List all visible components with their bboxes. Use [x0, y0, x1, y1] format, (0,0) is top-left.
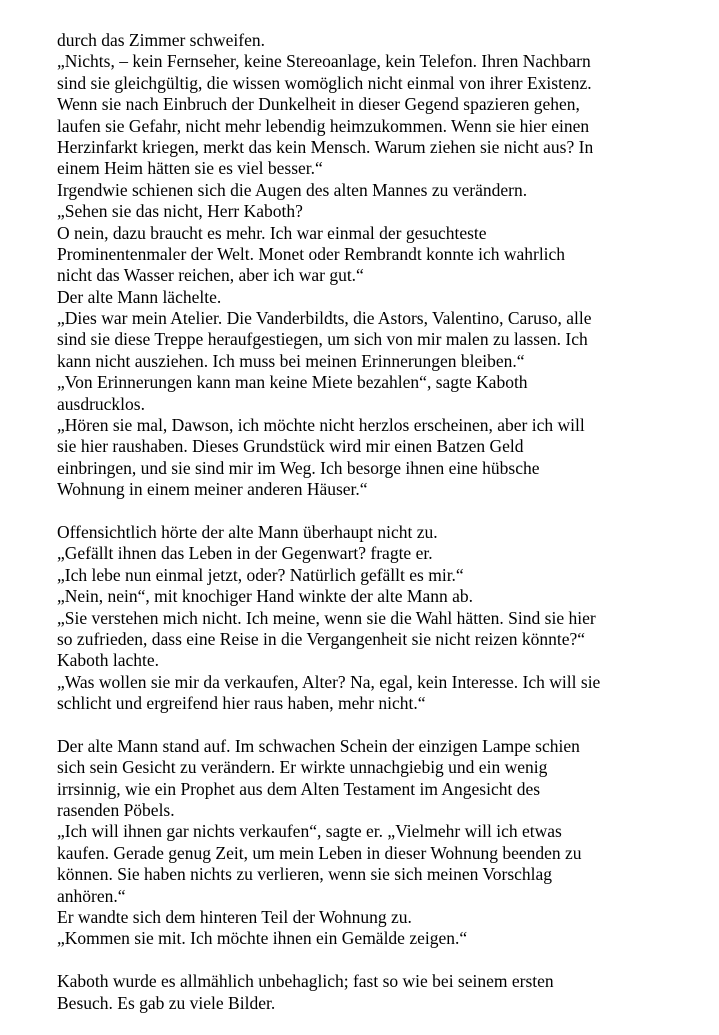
blank-line	[57, 950, 705, 971]
text-line: durch das Zimmer schweifen.	[57, 30, 265, 50]
text-line: rasenden Pöbels.	[57, 800, 175, 821]
text-line: schlicht und ergreifend hier raus haben, mehr nicht.“	[57, 693, 426, 714]
text-line: nicht das Wasser reichen, aber ich war gut.“	[57, 265, 364, 286]
text-line: Prominentenmaler der Welt. Monet oder Rembrandt konnte ich wahrlich	[57, 243, 566, 264]
text-line: sie hier raushaben. Dieses Grundstück wird mir einen Batzen Geld	[57, 436, 524, 457]
text-line: sich sein Gesicht zu verändern. Er wirkte unnachgiebig und ein wenig	[57, 757, 548, 778]
text-line: kann nicht ausziehen. Ich muss bei meinen Erinnerungen bleiben.“	[57, 350, 525, 371]
text-line: „Nein, nein“, mit knochiger Hand winkte der alte Mann ab.	[57, 586, 473, 607]
text-line: sind sie diese Treppe heraufgestiegen, um sich von mir malen zu lassen. Ich	[57, 329, 588, 350]
text-line: einem Heim hätten sie es viel besser.“	[57, 158, 323, 179]
text-line: sind sie gleichgültig, die wissen womöglich nicht einmal von ihrer Existenz.	[57, 72, 592, 93]
text-line: Wenn sie nach Einbruch der Dunkelheit in dieser Gegend spazieren gehen,	[57, 94, 580, 115]
text-line: „Gefällt ihnen das Leben in der Gegenwart? fragte er.	[57, 543, 433, 564]
text-line: einbringen, und sie sind mir im Weg. Ich besorge ihnen eine hübsche	[57, 457, 540, 478]
text-line: „Sehen sie das nicht, Herr Kaboth?	[57, 201, 303, 222]
text-line: „Kommen sie mit. Ich möchte ihnen ein Gemälde zeigen.“	[57, 928, 468, 949]
text-line: „Nichts, – kein Fernseher, keine Stereoanlage, kein Telefon. Ihren Nachbarn	[57, 51, 591, 72]
text-line: Kaboth wurde es allmählich unbehaglich; fast so wie bei seinem ersten	[57, 971, 554, 992]
text-line: Der alte Mann lächelte.	[57, 286, 222, 307]
text-line: „Sie verstehen mich nicht. Ich meine, wenn sie die Wahl hätten. Sind sie hier	[57, 607, 596, 628]
blank-line	[57, 501, 705, 522]
text-line: können. Sie haben nichts zu verlieren, wenn sie sich meinen Vorschlag	[57, 864, 553, 885]
text-line: Irgendwie schienen sich die Augen des alten Mannes zu verändern.	[57, 179, 528, 200]
text-line: Offensichtlich hörte der alte Mann überhaupt nicht zu.	[57, 521, 438, 542]
text-line: „Was wollen sie mir da verkaufen, Alter? Na, egal, kein Interesse. Ich will sie	[57, 671, 601, 692]
text-line: laufen sie Gefahr, nicht mehr lebendig heimzukommen. Wenn sie hier einen	[57, 115, 590, 136]
text-line: Wohnung in einem meiner anderen Häuser.“	[57, 479, 368, 500]
text-line: „Hören sie mal, Dawson, ich möchte nicht herzlos erscheinen, aber ich will	[57, 415, 585, 436]
text-line: kaufen. Gerade genug Zeit, um mein Leben in dieser Wohnung beenden zu	[57, 842, 582, 863]
text-line: „Ich lebe nun einmal jetzt, oder? Natürlich gefällt es mir.“	[57, 564, 464, 585]
text-line: „Von Erinnerungen kann man keine Miete bezahlen“, sagte Kaboth	[57, 372, 528, 393]
page-text	[57, 30, 705, 1014]
text-line: anhören.“	[57, 885, 126, 906]
text-line: so zufrieden, dass eine Reise in die Vergangenheit sie nicht reizen könnte?“	[57, 628, 586, 649]
text-line: Er wandte sich dem hinteren Teil der Wohnung zu.	[57, 907, 412, 928]
text-line: irrsinnig, wie ein Prophet aus dem Alten Testament im Angesicht des	[57, 778, 541, 799]
text-line: Kaboth lachte.	[57, 650, 160, 671]
text-line: „Ich will ihnen gar nichts verkaufen“, sagte er. „Vielmehr will ich etwas	[57, 821, 562, 842]
text-line: ausdrucklos.	[57, 393, 145, 414]
text-line: Herzinfarkt kriegen, merkt das kein Mensch. Warum ziehen sie nicht aus? In	[57, 136, 594, 157]
text-line: Besuch. Es gab zu viele Bilder.	[57, 992, 276, 1013]
text-line: O nein, dazu braucht es mehr. Ich war einmal der gesuchteste	[57, 222, 487, 243]
text-line: „Dies war mein Atelier. Die Vanderbildts, die Astors, Valentino, Caruso, alle	[57, 308, 592, 329]
text-line: Der alte Mann stand auf. Im schwachen Schein der einzigen Lampe schien	[57, 735, 580, 756]
blank-line	[57, 715, 705, 736]
